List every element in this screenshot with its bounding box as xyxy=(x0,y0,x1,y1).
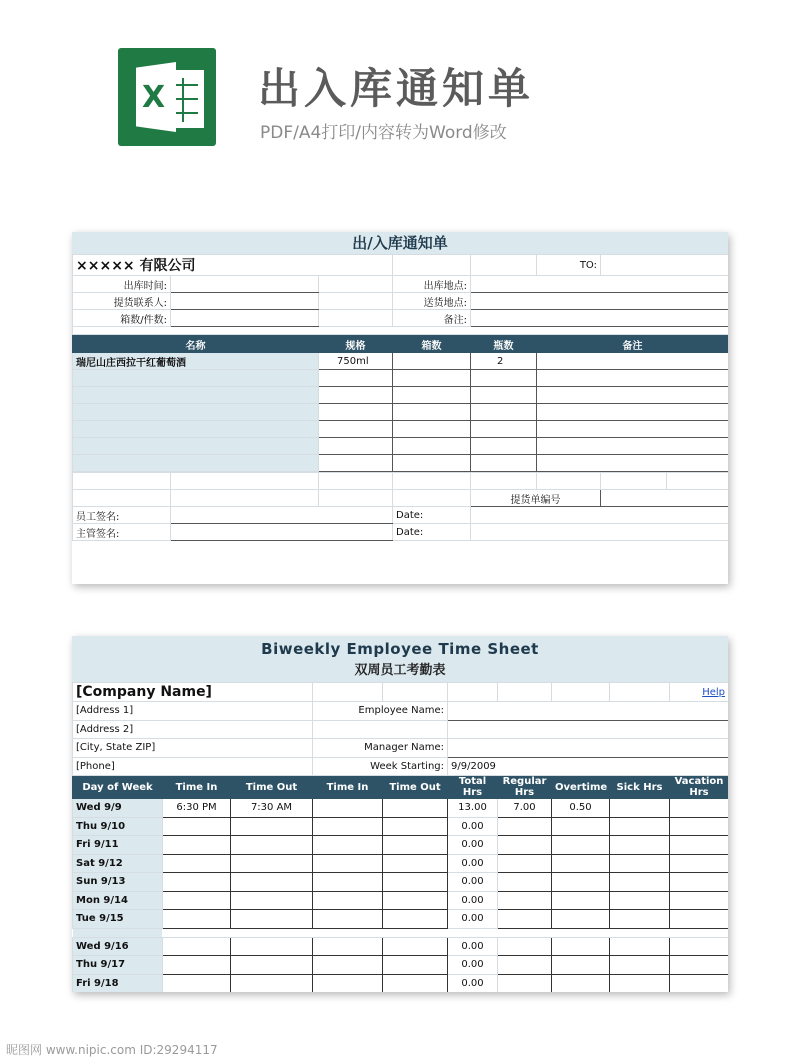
address1-field[interactable]: [Address 1] xyxy=(73,702,313,721)
sick-hrs-cell[interactable] xyxy=(610,836,670,855)
vacation-hrs-cell[interactable] xyxy=(670,854,729,873)
table-row xyxy=(73,817,729,836)
contact-label: 提货联系人: xyxy=(73,293,171,310)
time-out-cell[interactable] xyxy=(383,956,448,975)
overtime-cell[interactable] xyxy=(552,937,610,956)
total-hrs-cell: 0.00 xyxy=(448,873,498,892)
time-in-cell[interactable] xyxy=(163,836,231,855)
table-row xyxy=(73,836,729,855)
time-out-cell[interactable] xyxy=(383,974,448,992)
table-row xyxy=(73,370,729,387)
boxes-label: 箱数/件数: xyxy=(73,310,171,327)
item-boxes-cell[interactable] xyxy=(393,455,471,472)
table-row xyxy=(73,937,729,956)
total-hrs-cell: 0.00 xyxy=(448,910,498,929)
time-out-cell[interactable] xyxy=(231,817,313,836)
vacation-hrs-cell[interactable] xyxy=(670,910,729,929)
vacation-hrs-cell[interactable] xyxy=(670,956,729,975)
timesheet-sheet xyxy=(72,636,728,992)
address2-field[interactable]: [Address 2] xyxy=(73,720,313,739)
overtime-cell[interactable]: 0.50 xyxy=(552,799,610,818)
time-in-cell[interactable] xyxy=(163,873,231,892)
regular-hrs-cell[interactable] xyxy=(498,817,552,836)
col-spec: 规格 xyxy=(319,336,393,353)
remark-field[interactable] xyxy=(471,310,728,327)
time-out-cell[interactable] xyxy=(383,799,448,818)
overtime-cell[interactable] xyxy=(552,854,610,873)
sick-hrs-cell[interactable] xyxy=(610,974,670,992)
item-remark-cell[interactable] xyxy=(537,455,729,472)
remark-label: 备注: xyxy=(393,310,471,327)
item-boxes-cell[interactable] xyxy=(393,353,471,370)
time-in-cell[interactable]: 6:30 PM xyxy=(163,799,231,818)
time-in-cell[interactable] xyxy=(313,891,383,910)
timesheet-header xyxy=(73,776,729,799)
day-cell: Fri 9/11 xyxy=(73,836,163,855)
sick-hrs-cell[interactable] xyxy=(610,910,670,929)
overtime-cell[interactable] xyxy=(552,836,610,855)
regular-hrs-cell[interactable] xyxy=(498,974,552,992)
total-hrs-cell: 0.00 xyxy=(448,854,498,873)
delivery-label: 送货地点: xyxy=(393,293,471,310)
total-hrs-cell: 0.00 xyxy=(448,836,498,855)
col-name: 名称 xyxy=(73,336,319,353)
time-in-cell[interactable] xyxy=(163,974,231,992)
col-vacation: Vacation Hrs xyxy=(670,776,729,799)
overtime-cell[interactable] xyxy=(552,910,610,929)
manager-sign-field[interactable] xyxy=(171,524,393,541)
out-place-field[interactable] xyxy=(471,276,728,293)
company-name-placeholder[interactable]: [Company Name] xyxy=(73,683,313,702)
table-row xyxy=(73,956,729,975)
vacation-hrs-cell[interactable] xyxy=(670,937,729,956)
week-starting-label: Week Starting: xyxy=(313,757,448,776)
out-time-field[interactable] xyxy=(171,276,319,293)
manager-sign-label: 主管签名: xyxy=(73,524,171,541)
item-bottles-cell[interactable] xyxy=(471,438,537,455)
manager-date-label: Date: xyxy=(393,524,471,541)
timesheet-info-table xyxy=(72,682,728,992)
overtime-cell[interactable] xyxy=(552,817,610,836)
regular-hrs-cell[interactable]: 7.00 xyxy=(498,799,552,818)
overtime-cell[interactable] xyxy=(552,956,610,975)
vacation-hrs-cell[interactable] xyxy=(670,817,729,836)
help-link[interactable]: Help xyxy=(670,683,729,702)
day-cell: Tue 9/15 xyxy=(73,910,163,929)
item-spec-cell[interactable] xyxy=(319,370,393,387)
col-overtime: Overtime xyxy=(552,776,610,799)
manager-name-label: Manager Name: xyxy=(313,739,448,758)
time-in-cell[interactable] xyxy=(313,956,383,975)
col-total: Total Hrs xyxy=(448,776,498,799)
sick-hrs-cell[interactable] xyxy=(610,956,670,975)
regular-hrs-cell[interactable] xyxy=(498,910,552,929)
time-out-cell[interactable] xyxy=(383,854,448,873)
timesheet-title-cn: 双周员工考勤表 xyxy=(72,660,728,682)
time-in-cell[interactable] xyxy=(313,836,383,855)
contact-field[interactable] xyxy=(171,293,319,310)
time-in-cell[interactable] xyxy=(313,854,383,873)
time-in-cell[interactable] xyxy=(163,817,231,836)
time-in-cell[interactable] xyxy=(313,873,383,892)
item-name-cell[interactable] xyxy=(73,455,319,472)
time-out-cell[interactable] xyxy=(231,937,313,956)
time-out-cell[interactable] xyxy=(383,836,448,855)
overtime-cell[interactable] xyxy=(552,891,610,910)
time-in-cell[interactable] xyxy=(163,937,231,956)
time-in-cell[interactable] xyxy=(313,974,383,992)
item-remark-cell[interactable] xyxy=(537,404,729,421)
time-out-cell[interactable] xyxy=(231,854,313,873)
excel-icon xyxy=(118,48,216,146)
col-time-in-1: Time In xyxy=(163,776,231,799)
col-remark: 备注 xyxy=(537,336,729,353)
item-remark-cell[interactable] xyxy=(537,438,729,455)
time-in-cell[interactable] xyxy=(313,937,383,956)
time-in-cell[interactable] xyxy=(163,910,231,929)
overtime-cell[interactable] xyxy=(552,974,610,992)
item-bottles-cell[interactable] xyxy=(471,421,537,438)
employee-date-label: Date: xyxy=(393,507,471,524)
item-name-cell[interactable] xyxy=(73,421,319,438)
to-field[interactable] xyxy=(601,255,728,276)
item-name-cell[interactable] xyxy=(73,404,319,421)
stock-items-table xyxy=(72,335,728,472)
item-name-cell[interactable] xyxy=(73,370,319,387)
out-time-label: 出库时间: xyxy=(73,276,171,293)
item-boxes-cell[interactable] xyxy=(393,421,471,438)
week-starting-field[interactable]: 9/9/2009 xyxy=(448,757,729,776)
time-out-cell[interactable] xyxy=(383,873,448,892)
table-row xyxy=(73,854,729,873)
stock-notice-sheet xyxy=(72,232,728,584)
time-in-cell[interactable] xyxy=(313,910,383,929)
out-place-label: 出库地点: xyxy=(393,276,471,293)
total-hrs-cell: 0.00 xyxy=(448,937,498,956)
time-out-cell[interactable] xyxy=(231,956,313,975)
col-time-in-2: Time In xyxy=(313,776,383,799)
to-label: TO: xyxy=(537,255,601,276)
sick-hrs-cell[interactable] xyxy=(610,873,670,892)
table-row xyxy=(73,974,729,992)
sick-hrs-cell[interactable] xyxy=(610,799,670,818)
item-bottles-cell[interactable]: 2 xyxy=(471,353,537,370)
item-spec-cell[interactable] xyxy=(319,438,393,455)
day-cell: Wed 9/9 xyxy=(73,799,163,818)
item-boxes-cell[interactable] xyxy=(393,438,471,455)
boxes-field[interactable] xyxy=(171,310,319,327)
time-out-cell[interactable] xyxy=(231,910,313,929)
sick-hrs-cell[interactable] xyxy=(610,937,670,956)
excel-icon-letter: X xyxy=(142,80,166,115)
table-row xyxy=(73,891,729,910)
regular-hrs-cell[interactable] xyxy=(498,854,552,873)
item-remark-cell[interactable] xyxy=(537,370,729,387)
day-cell: Fri 9/18 xyxy=(73,974,163,992)
regular-hrs-cell[interactable] xyxy=(498,937,552,956)
day-cell: Thu 9/17 xyxy=(73,956,163,975)
item-bottles-cell[interactable] xyxy=(471,404,537,421)
item-spec-cell[interactable] xyxy=(319,455,393,472)
time-out-cell[interactable] xyxy=(231,836,313,855)
total-hrs-cell: 13.00 xyxy=(448,799,498,818)
vacation-hrs-cell[interactable] xyxy=(670,974,729,992)
stock-items-header xyxy=(73,336,729,353)
item-name-cell[interactable] xyxy=(73,438,319,455)
item-spec-cell[interactable] xyxy=(319,421,393,438)
time-out-cell[interactable] xyxy=(231,891,313,910)
day-cell: Wed 9/16 xyxy=(73,937,163,956)
item-spec-cell[interactable] xyxy=(319,387,393,404)
delivery-field[interactable] xyxy=(471,293,728,310)
page-title: 出入库通知单 xyxy=(258,64,535,113)
regular-hrs-cell[interactable] xyxy=(498,891,552,910)
regular-hrs-cell[interactable] xyxy=(498,873,552,892)
stock-notice-info-table xyxy=(72,254,728,335)
city-field[interactable]: [City, State ZIP] xyxy=(73,739,313,758)
time-in-cell[interactable] xyxy=(163,956,231,975)
stock-notice-footer-table xyxy=(72,472,728,541)
time-out-cell[interactable]: 7:30 AM xyxy=(231,799,313,818)
table-row xyxy=(73,387,729,404)
item-bottles-cell[interactable] xyxy=(471,387,537,404)
item-bottles-cell[interactable] xyxy=(471,370,537,387)
col-time-out-1: Time Out xyxy=(231,776,313,799)
sick-hrs-cell[interactable] xyxy=(610,854,670,873)
item-boxes-cell[interactable] xyxy=(393,370,471,387)
total-hrs-cell: 0.00 xyxy=(448,974,498,992)
regular-hrs-cell[interactable] xyxy=(498,956,552,975)
page-subtitle: PDF/A4打印/内容转为Word修改 xyxy=(260,123,507,143)
total-hrs-cell: 0.00 xyxy=(448,817,498,836)
col-bottles: 瓶数 xyxy=(471,336,537,353)
time-out-cell[interactable] xyxy=(231,974,313,992)
time-in-cell[interactable] xyxy=(313,817,383,836)
manager-date-field[interactable] xyxy=(471,524,729,541)
day-cell: Sun 9/13 xyxy=(73,873,163,892)
vacation-hrs-cell[interactable] xyxy=(670,873,729,892)
item-boxes-cell[interactable] xyxy=(393,387,471,404)
employee-sign-label: 员工签名: xyxy=(73,507,171,524)
item-name-cell[interactable] xyxy=(73,387,319,404)
time-out-cell[interactable] xyxy=(383,937,448,956)
sick-hrs-cell[interactable] xyxy=(610,817,670,836)
item-spec-cell[interactable] xyxy=(319,404,393,421)
employee-date-field[interactable] xyxy=(471,507,729,524)
table-row xyxy=(73,438,729,455)
table-row xyxy=(73,799,729,818)
col-day: Day of Week xyxy=(73,776,163,799)
regular-hrs-cell[interactable] xyxy=(498,836,552,855)
pickup-no-field[interactable] xyxy=(601,490,729,507)
time-in-cell[interactable] xyxy=(313,799,383,818)
watermark-text: 昵图网 www.nipic.com ID:29294117 xyxy=(6,1043,218,1057)
time-out-cell[interactable] xyxy=(383,891,448,910)
item-name-cell[interactable]: 瑞尼山庄西拉干红葡萄酒 xyxy=(73,353,319,370)
item-bottles-cell[interactable] xyxy=(471,455,537,472)
day-cell: Thu 9/10 xyxy=(73,817,163,836)
item-boxes-cell[interactable] xyxy=(393,404,471,421)
employee-name-label: Employee Name: xyxy=(313,702,448,721)
vacation-hrs-cell[interactable] xyxy=(670,891,729,910)
item-remark-cell[interactable] xyxy=(537,421,729,438)
employee-sign-field[interactable] xyxy=(171,507,393,524)
vacation-hrs-cell[interactable] xyxy=(670,836,729,855)
table-row xyxy=(73,455,729,472)
pickup-no-label: 提货单编号 xyxy=(471,490,601,507)
table-row xyxy=(73,404,729,421)
company-name: ××××× 有限公司 xyxy=(73,255,393,276)
manager-name-field[interactable] xyxy=(448,739,729,758)
item-remark-cell[interactable] xyxy=(537,387,729,404)
day-cell: Mon 9/14 xyxy=(73,891,163,910)
sick-hrs-cell[interactable] xyxy=(610,891,670,910)
table-row xyxy=(73,421,729,438)
time-in-cell[interactable] xyxy=(163,891,231,910)
table-row xyxy=(73,873,729,892)
table-row xyxy=(73,353,729,370)
time-in-cell[interactable] xyxy=(163,854,231,873)
day-cell: Sat 9/12 xyxy=(73,854,163,873)
item-spec-cell[interactable]: 750ml xyxy=(319,353,393,370)
time-out-cell[interactable] xyxy=(231,873,313,892)
employee-name-field[interactable] xyxy=(448,702,729,721)
col-time-out-2: Time Out xyxy=(383,776,448,799)
item-remark-cell[interactable] xyxy=(537,353,729,370)
col-regular: Regular Hrs xyxy=(498,776,552,799)
overtime-cell[interactable] xyxy=(552,873,610,892)
stock-notice-title: 出/入库通知单 xyxy=(72,232,728,254)
total-hrs-cell: 0.00 xyxy=(448,956,498,975)
col-sick: Sick Hrs xyxy=(610,776,670,799)
time-out-cell[interactable] xyxy=(383,910,448,929)
total-hrs-cell: 0.00 xyxy=(448,891,498,910)
time-out-cell[interactable] xyxy=(383,817,448,836)
col-boxes: 箱数 xyxy=(393,336,471,353)
phone-field[interactable]: [Phone] xyxy=(73,757,313,776)
table-row xyxy=(73,910,729,929)
vacation-hrs-cell[interactable] xyxy=(670,799,729,818)
timesheet-title: Biweekly Employee Time Sheet xyxy=(72,636,728,660)
